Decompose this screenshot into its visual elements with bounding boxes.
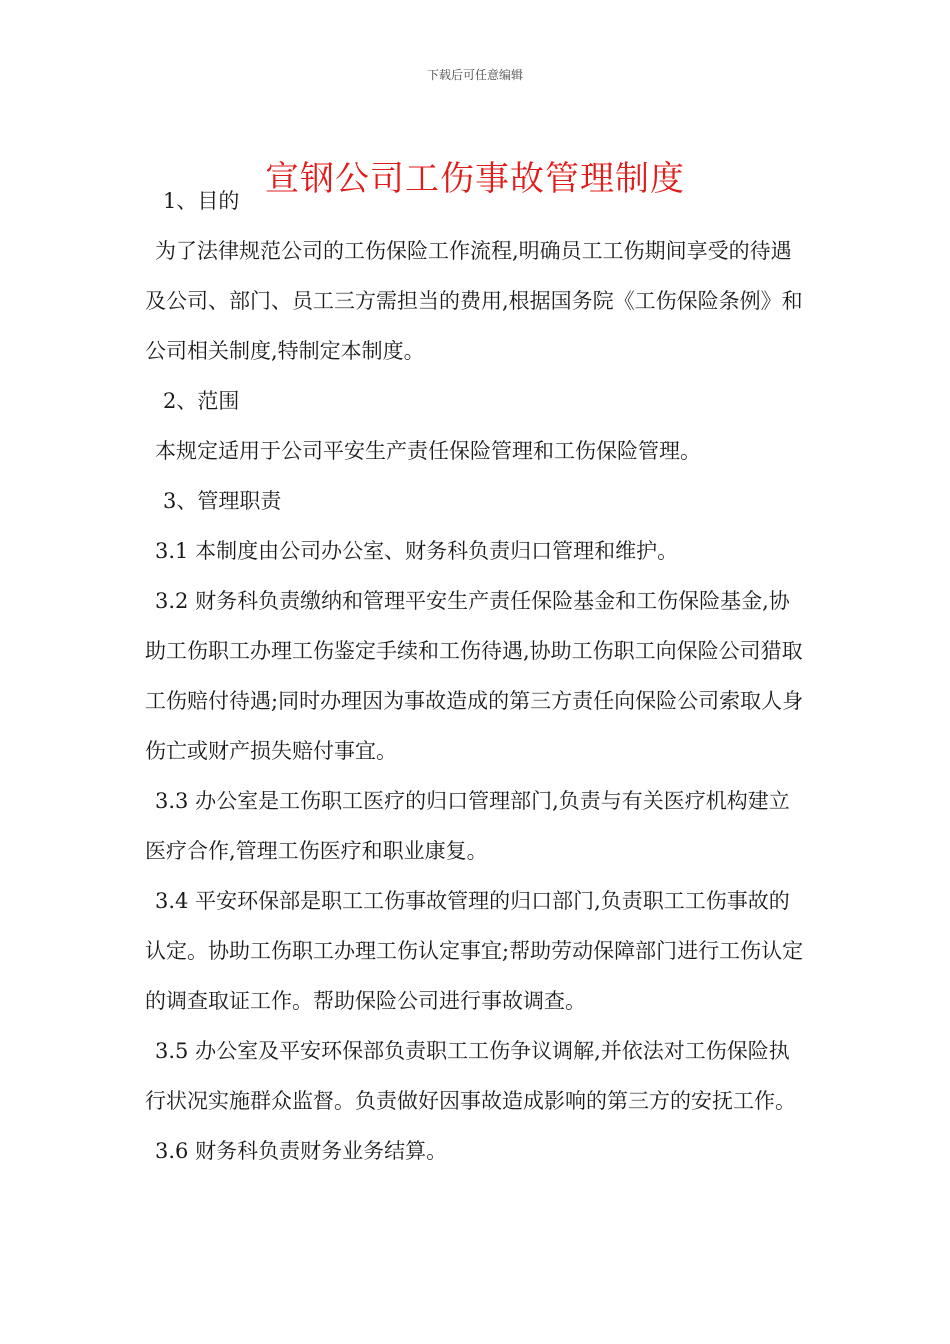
section-3-4: 3.4 平安环保部是职工工伤事故管理的归口部门,负责职工工伤事故的认定。协助工伤职工办理工伤认定事宜;帮助劳动保障部门进行工伤认定的调查取证工作。帮助保险公司进行事故调查。 — [145, 889, 804, 1013]
section-2-heading: 2、范围 — [163, 389, 240, 413]
section-3-6: 3.6 财务科负责财务业务结算。 — [155, 1139, 448, 1163]
section-2-text: 本规定适用于公司平安生产责任保险管理和工伤保险管理。 — [155, 439, 701, 463]
section-3-1: 3.1 本制度由公司办公室、财务科负责归口管理和维护。 — [155, 539, 679, 563]
document-body — [145, 176, 810, 1176]
section-3-3: 3.3 办公室是工伤职工医疗的归口管理部门,负责与有关医疗机构建立医疗合作,管理工伤医疗和职业康复。 — [145, 789, 790, 863]
section-3-heading: 3、管理职责 — [163, 489, 282, 513]
document-title: 宣钢公司工伤事故管理制度 — [265, 158, 685, 199]
section-3-2: 3.2 财务科负责缴纳和管理平安生产责任保险基金和工伤保险基金,协助工伤职工办理工伤鉴定手续和工伤待遇,协助工伤职工向保险公司猎取工伤赔付待遇;同时办理因为事故造成的第三方责任向保险公司索取人身伤亡或财产损失赔付事宜。 — [145, 589, 804, 763]
section-3-5: 3.5 办公室及平安环保部负责职工工伤争议调解,并依法对工伤保险执行状况实施群众监督。负责做好因事故造成影响的第三方的安抚工作。 — [145, 1039, 796, 1113]
header-note: 下载后可任意编辑 — [426, 68, 523, 82]
section-1-text: 为了法律规范公司的工伤保险工作流程,明确员工工伤期间享受的待遇及公司、部门、员工三方需担当的费用,根据国务院《工伤保险条例》和公司相关制度,特制定本制度。 — [145, 239, 803, 363]
section-1-heading: 1、目的 — [163, 189, 240, 213]
